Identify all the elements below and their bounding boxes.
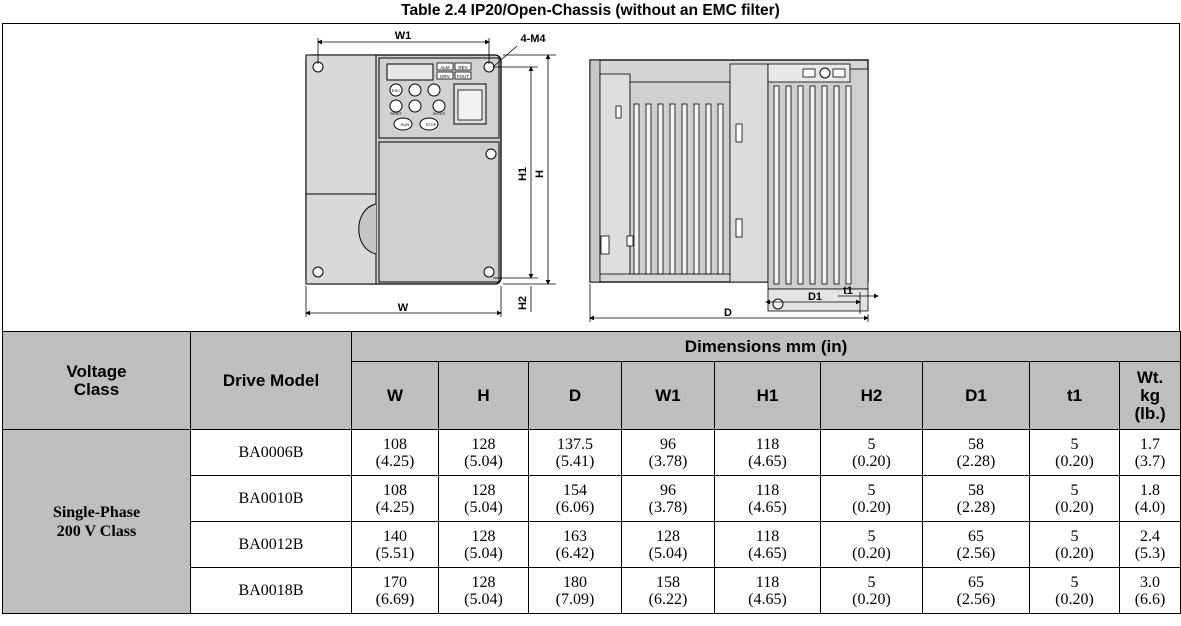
- svg-text:RESET: RESET: [390, 112, 402, 116]
- dimension-cell: 154 (6.06): [529, 476, 622, 522]
- dimension-cell: 128 (5.04): [439, 430, 529, 476]
- svg-text:t1: t1: [843, 285, 853, 297]
- dimension-cell: 137.5 (5.41): [529, 430, 622, 476]
- dimension-cell: 118 (4.65): [715, 568, 821, 614]
- col-header-w1: W1: [622, 362, 715, 430]
- dimension-cell: 128 (5.04): [439, 476, 529, 522]
- dimension-cell: 118 (4.65): [715, 522, 821, 568]
- dimension-cell: 163 (6.42): [529, 522, 622, 568]
- dimension-cell: 3.0 (6.6): [1120, 568, 1181, 614]
- svg-text:ENTER: ENTER: [432, 112, 446, 116]
- dimension-cell: 65 (2.56): [923, 522, 1030, 568]
- dimension-cell: 140 (5.51): [352, 522, 439, 568]
- svg-text:H2: H2: [517, 295, 529, 311]
- table-caption: Table 2.4 IP20/Open-Chassis (without an EMC filter): [401, 2, 780, 19]
- dimension-cell: 170 (6.69): [352, 568, 439, 614]
- dimension-cell: 128 (5.04): [622, 522, 715, 568]
- svg-text:STOP: STOP: [425, 122, 437, 127]
- svg-text:D: D: [724, 307, 732, 319]
- svg-text:4-M4: 4-M4: [520, 33, 546, 45]
- col-header-h1: H1: [715, 362, 821, 430]
- dimension-cell: 128 (5.04): [439, 568, 529, 614]
- dimension-drawing: [2, 23, 1180, 332]
- svg-text:W: W: [397, 302, 409, 314]
- dimension-cell: 65 (2.56): [923, 568, 1030, 614]
- voltage-class-header: Voltage Class: [3, 332, 191, 430]
- dimension-cell: 180 (7.09): [529, 568, 622, 614]
- col-header-h2: H2: [821, 362, 923, 430]
- col-header-h: H: [439, 362, 529, 430]
- dimension-cell: 5 (0.20): [821, 476, 923, 522]
- svg-text:REV: REV: [458, 65, 468, 70]
- svg-text:FOUT: FOUT: [456, 74, 470, 79]
- dimension-cell: 1.8 (4.0): [1120, 476, 1181, 522]
- drive-model-cell: BA0006B: [191, 430, 352, 476]
- dimension-cell: 58 (2.28): [923, 476, 1030, 522]
- dimension-cell: 108 (4.25): [352, 476, 439, 522]
- dimension-cell: 5 (0.20): [1030, 522, 1120, 568]
- dimension-cell: 5 (0.20): [1030, 430, 1120, 476]
- col-header-w: W: [352, 362, 439, 430]
- drive-model-cell: BA0018B: [191, 568, 352, 614]
- dimension-cell: 96 (3.78): [622, 430, 715, 476]
- dimensions-table: [2, 331, 1181, 614]
- dimension-cell: 2.4 (5.3): [1120, 522, 1181, 568]
- voltage-class-cell: Single-Phase 200 V Class: [3, 430, 191, 614]
- svg-text:RUN: RUN: [400, 122, 410, 127]
- svg-text:W1: W1: [394, 30, 412, 42]
- svg-text:H: H: [534, 170, 546, 178]
- dimension-cell: 118 (4.65): [715, 430, 821, 476]
- dimension-cell: 1.7 (3.7): [1120, 430, 1181, 476]
- dimension-cell: 158 (6.22): [622, 568, 715, 614]
- dimension-cell: 128 (5.04): [439, 522, 529, 568]
- col-header-d1: D1: [923, 362, 1030, 430]
- drive-model-header: Drive Model: [191, 332, 352, 430]
- dimensions-header: Dimensions mm (in): [352, 332, 1181, 362]
- drive-model-cell: BA0012B: [191, 522, 352, 568]
- table-row: [3, 430, 1181, 476]
- svg-text:DRV: DRV: [440, 74, 450, 79]
- dimension-cell: 108 (4.25): [352, 430, 439, 476]
- side-view: [590, 60, 868, 311]
- dimension-cell: 5 (0.20): [821, 430, 923, 476]
- dimension-cell: 5 (0.20): [821, 522, 923, 568]
- svg-text:ESC: ESC: [391, 88, 401, 93]
- dimension-cell: 5 (0.20): [1030, 568, 1120, 614]
- dimension-cell: 96 (3.78): [622, 476, 715, 522]
- col-header-t1: t1: [1030, 362, 1120, 430]
- dimension-cell: 58 (2.28): [923, 430, 1030, 476]
- dimension-cell: 5 (0.20): [821, 568, 923, 614]
- dimension-cell: 5 (0.20): [1030, 476, 1120, 522]
- svg-text:D1: D1: [807, 291, 823, 303]
- front-view: [306, 55, 501, 284]
- col-header-d: D: [529, 362, 622, 430]
- svg-text:ALM: ALM: [440, 65, 450, 70]
- drive-model-cell: BA0010B: [191, 476, 352, 522]
- dimension-cell: 118 (4.65): [715, 476, 821, 522]
- col-header-weight: Wt. kg (lb.): [1120, 362, 1181, 430]
- svg-text:H1: H1: [517, 166, 529, 182]
